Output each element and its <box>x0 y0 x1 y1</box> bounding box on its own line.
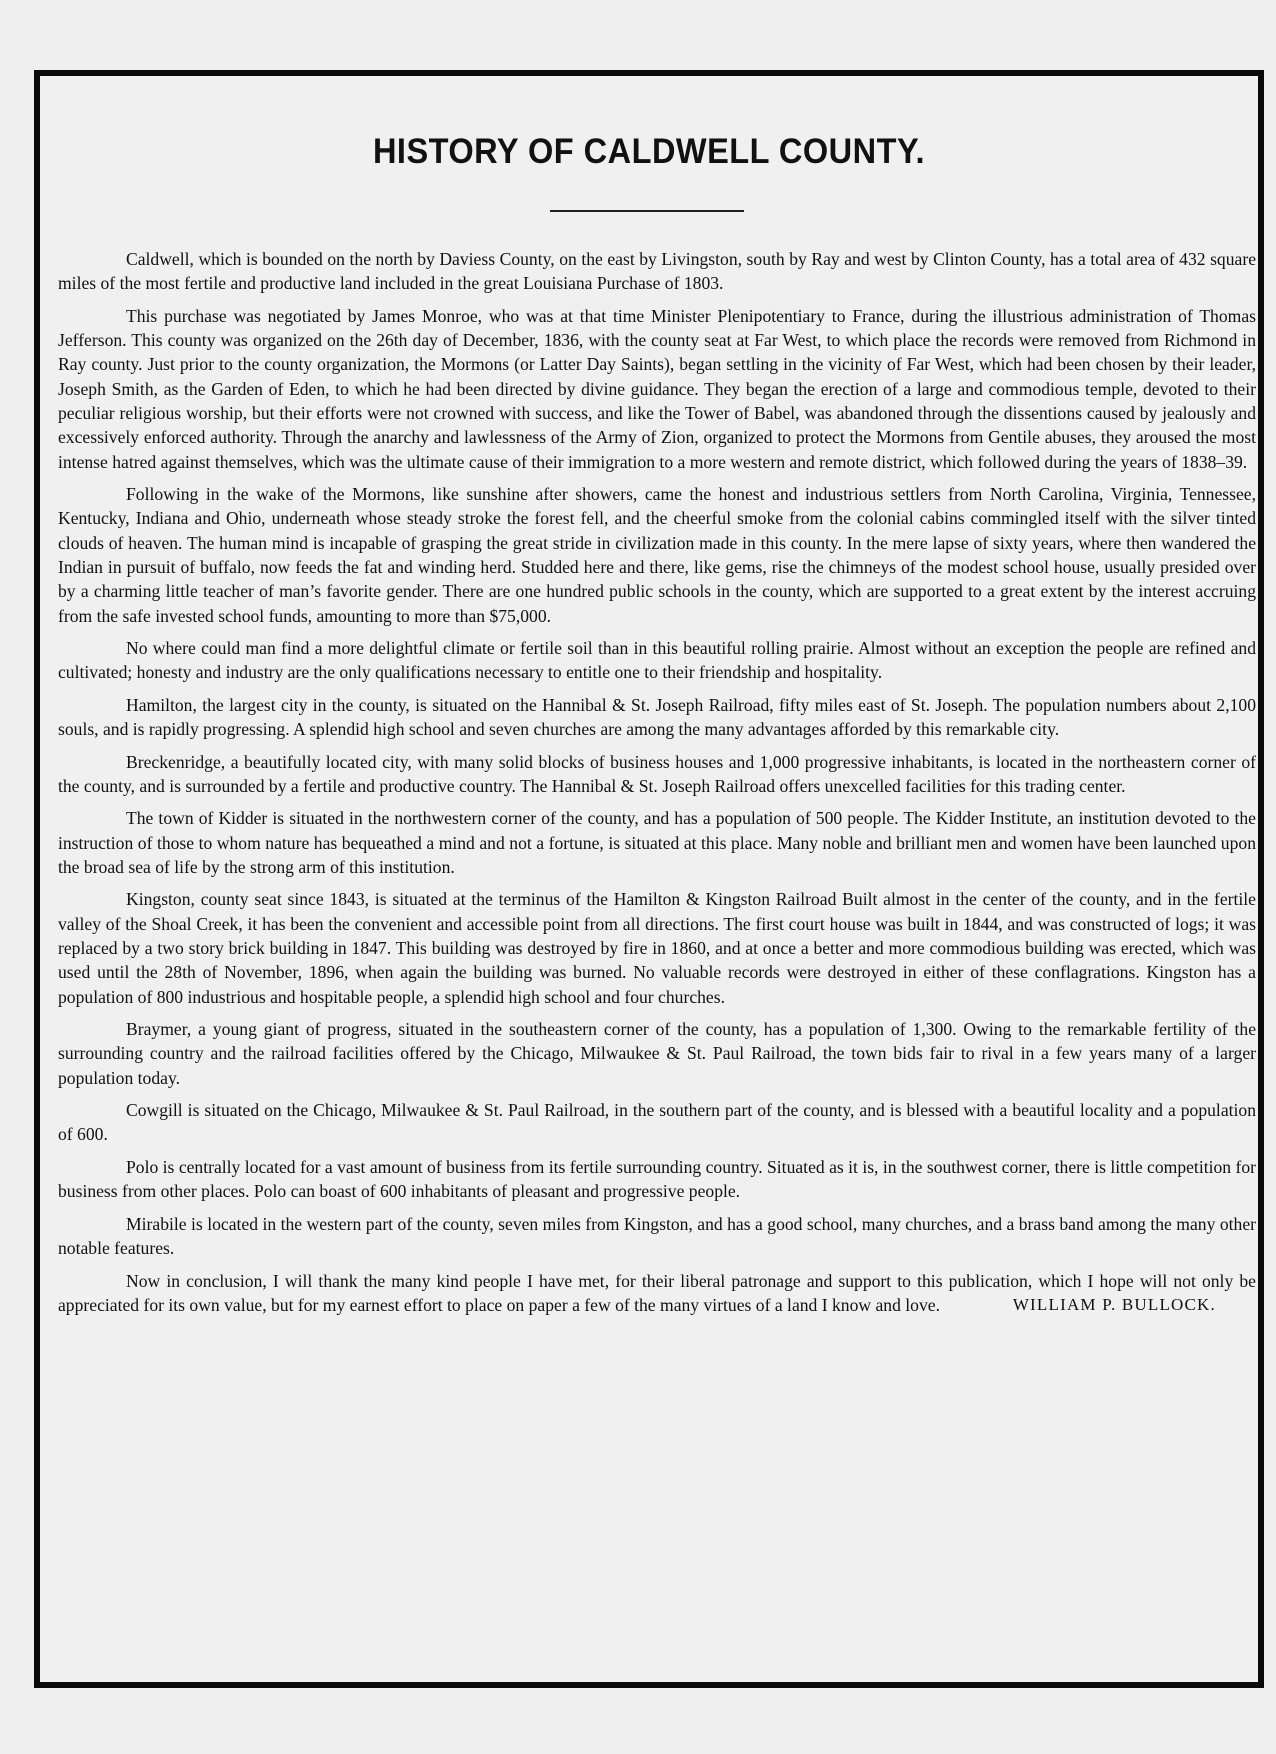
conclusion-block <box>58 1269 1256 1318</box>
paragraph-climate: No where could man find a more delightful climate or fertile soil than in this beautiful rolling prairie. Almost without an exception the people are refined and cultivated; honesty and industry are the only qualifications necessary to entitle one to their friendship and hospitality. <box>58 638 1256 683</box>
paragraph-kidder: The town of Kidder is situated in the northwestern corner of the county, and has a population of 500 people. The Kidder Institute, an institution devoted to the instruction of those to whom nature has bequeathed a mind and not a fortune, is situated at this place. Many noble and brilliant men and women have been launched upon the broad sea of life by the strong arm of this institution. <box>58 808 1256 877</box>
page-border-frame <box>34 70 1264 1688</box>
paragraph-settlers: Following in the wake of the Mormons, like sunshine after showers, came the honest and industrious settlers from North Carolina, Virginia, Tennessee, Kentucky, Indiana and Ohio, underneath whose steady stroke the forest fell, and the cheerful smoke from the colonial cabins commingled itself with the silver tinted clouds of heaven. The human mind is incapable of grasping the great stride in civilization made in this county. In the mere lapse of sixty years, where then wandered the Indian in pursuit of buffalo, now feeds the fat and winding herd. Studded here and there, like gems, rise the chimneys of the modest school house, usually presided over by a charming little teacher of man’s favorite gender. There are one hundred public schools in the county, which are supported to a great extent by the interest accruing from the safe invested school funds, amounting to more than $75,000. <box>58 484 1256 626</box>
paragraph-mirabile: Mirabile is located in the western part of the county, seven miles from Kingston, and has a good school, many churches, and a brass band among the many other notable features. <box>58 1213 1256 1259</box>
paragraph-purchase-history: This purchase was negotiated by James Monroe, who was at that time Minister Plenipotentiary to France, during the illustrious administration of Thomas Jefferson. This county was organized on the 26th day of December, 1836, with the county seat at Far West, to which place the records were removed from Richmond in Ray county. Just prior to the county organization, the Mormons (or Latter Day Saints), began settling in the vicinity of Far West, which had been chosen by their leader, Joseph Smith, as the Garden of Eden, to which he had been directed by divine guidance. They began the erection of a large and commodious temple, devoted to their peculiar religious worship, but their efforts were not crowned with success, and like the Tower of Babel, was abandoned through the dissentions caused by jealously and excessively enforced authority. Through the anarchy and lawlessness of the Army of Zion, organized to protect the Mormons from Gentile abuses, they aroused the most intense hatred against themselves, which was the ultimate cause of their immigration to a more western and remote district, which followed during the years of 1838–39. <box>58 305 1256 472</box>
paragraph-cowgill: Cowgill is situated on the Chicago, Milwaukee & St. Paul Railroad, in the southern part of the county, and is blessed with a beautiful locality and a population of 600. <box>58 1100 1256 1145</box>
paragraph-braymer: Braymer, a young giant of progress, situated in the southeastern corner of the county, has a population of 1,300. Owing to the remarkable fertility of the surrounding country and the railroad facilities offered by the Chicago, Milwaukee & St. Paul Railroad, the town bids fair to rival in a few years many of a larger population today. <box>58 1019 1256 1088</box>
paragraph-kingston: Kingston, county seat since 1843, is situated at the terminus of the Hamilton & Kingston Railroad Built almost in the center of the county, and in the fertile valley of the Shoal Creek, it has been the convenient and accessible point from all directions. The first court house was built in 1844, and was constructed of logs; it was replaced by a two story brick building in 1847. This building was destroyed by fire in 1860, and at once a better and more commodious building was erected, which was used until the 28th of November, 1896, when again the building was burned. No valuable records were destroyed in either of these conflagrations. Kingston has a population of 800 industrious and hospitable people, a splendid high school and four churches. <box>58 889 1256 1007</box>
page-title: HISTORY OF CALDWELL COUNTY. <box>372 132 926 171</box>
paragraph-polo: Polo is centrally located for a vast amount of business from its fertile surrounding country. Situated as it is, in the southwest corner, there is little competition for business from other places. Polo can boast of 600 inhabitants of pleasant and progressive people. <box>58 1156 1256 1202</box>
paragraph-breckenridge: Breckenridge, a beautifully located city, with many solid blocks of business houses and 1,000 progressive inhabitants, is located in the northeastern corner of the county, and is surrounded by a fertile and productive country. The Hannibal & St. Joseph Railroad offers unexcelled facilities for this trading center. <box>58 751 1256 796</box>
paragraph-conclusion: Now in conclusion, I will thank the many kind people I have met, for their liberal patronage and support to this publication, which I hope will not only be appreciated for its own value, but for my earnest effort to place on paper a few of the many virtues of a land I know and love. <box>58 1270 1256 1315</box>
article-body <box>58 247 1256 1325</box>
author-signature: WILLIAM P. BULLOCK. <box>1012 1294 1216 1314</box>
paragraph-hamilton: Hamilton, the largest city in the county, is situated on the Hannibal & St. Joseph Railroad, fifty miles east of St. Joseph. The population numbers about 2,100 souls, and is rapidly progressing. A splendid high school and seven churches are among the many advantages afforded by this remarkable city. <box>58 694 1256 740</box>
paragraph-boundaries: Caldwell, which is bounded on the north by Daviess County, on the east by Livingston, south by Ray and west by Clinton County, has a total area of 432 square miles of the most fertile and productive land included in the great Louisiana Purchase of 1803. <box>58 249 1256 294</box>
title-divider <box>550 210 744 212</box>
